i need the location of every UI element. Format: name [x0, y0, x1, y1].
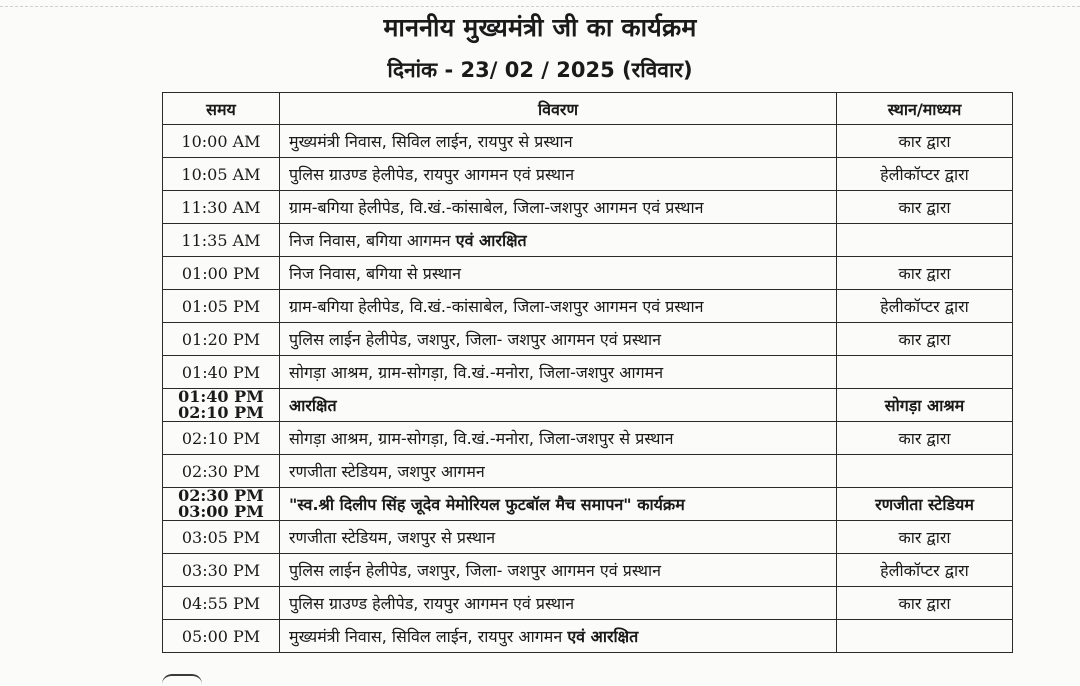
- schedule-description: [280, 158, 837, 191]
- table-row: [163, 620, 1013, 653]
- page-top-edge: [0, 0, 1080, 7]
- description-bold-text: एवं आरक्षित: [455, 231, 527, 250]
- table-row: [163, 587, 1013, 620]
- table-row: [163, 521, 1013, 554]
- time-value: 04:55 PM: [181, 593, 261, 613]
- time-value: 02:10 PM: [181, 428, 261, 448]
- page-bottom-mark: [162, 674, 202, 686]
- schedule-description: [280, 125, 837, 158]
- table-row: [163, 488, 1013, 521]
- description-text: निज निवास, बगिया से प्रस्थान: [289, 264, 461, 283]
- time-value: 01:40 PM: [181, 362, 261, 382]
- table-row: [163, 356, 1013, 389]
- schedule-time: [163, 389, 280, 422]
- schedule-place-mode: [837, 455, 1013, 488]
- schedule-place-mode: रणजीता स्टेडियम: [837, 488, 1013, 521]
- schedule-time: [163, 257, 280, 290]
- schedule-time: [163, 224, 280, 257]
- description-text: ग्राम-बगिया हेलीपेड, वि.खं.-कांसाबेल, जिला-जशपुर आगमन एवं प्रस्थान: [289, 297, 704, 316]
- description-text: सोगड़ा आश्रम, ग्राम-सोगड़ा, वि.खं.-मनोरा, जिला-जशपुर से प्रस्थान: [289, 429, 674, 448]
- schedule-rows: [163, 125, 1013, 653]
- schedule-description: [280, 224, 837, 257]
- time-value: 02:30 PM: [181, 461, 261, 481]
- schedule-description: [280, 521, 837, 554]
- schedule-time: [163, 620, 280, 653]
- schedule-place-mode: हेलीकॉप्टर द्वारा: [837, 290, 1013, 323]
- schedule-time: [163, 356, 280, 389]
- schedule-place-mode: [837, 224, 1013, 257]
- schedule-time: [163, 125, 280, 158]
- schedule-description: [280, 488, 837, 521]
- schedule-place-mode: सोगड़ा आश्रम: [837, 389, 1013, 422]
- description-text: रणजीता स्टेडियम, जशपुर से प्रस्थान: [289, 528, 496, 547]
- schedule-description: [280, 323, 837, 356]
- time-value: 01:20 PM: [181, 329, 261, 349]
- table-row: [163, 224, 1013, 257]
- time-value: 03:30 PM: [181, 560, 261, 580]
- column-header-time: समय: [163, 93, 280, 125]
- time-value: 02:30 PM: [178, 486, 264, 505]
- table-row: [163, 455, 1013, 488]
- page-title: माननीय मुख्यमंत्री जी का कार्यक्रम: [383, 13, 697, 42]
- schedule-description: [280, 554, 837, 587]
- description-text: मुख्यमंत्री निवास, सिविल लाईन, रायपुर आगमन: [289, 627, 568, 646]
- table-row: [163, 191, 1013, 224]
- schedule-place-mode: कार द्वारा: [837, 521, 1013, 554]
- schedule-date: दिनांक - 23/ 02 / 2025 (रविवार): [387, 58, 693, 82]
- schedule-place-mode: [837, 620, 1013, 653]
- description-bold-text: आरक्षित: [289, 396, 337, 415]
- description-text: सोगड़ा आश्रम, ग्राम-सोगड़ा, वि.खं.-मनोरा, जिला-जशपुर आगमन: [289, 363, 664, 382]
- schedule-time: [163, 290, 280, 323]
- schedule-place-mode: कार द्वारा: [837, 323, 1013, 356]
- schedule-time: [163, 422, 280, 455]
- schedule-description: [280, 389, 837, 422]
- time-value: 01:40 PM: [178, 387, 264, 406]
- schedule-table: [162, 92, 1013, 653]
- schedule-place-mode: कार द्वारा: [837, 191, 1013, 224]
- schedule-place-mode: हेलीकॉप्टर द्वारा: [837, 554, 1013, 587]
- column-header-place-mode: स्थान/माध्यम: [837, 93, 1013, 125]
- schedule-time: [163, 191, 280, 224]
- schedule-description: [280, 422, 837, 455]
- schedule-place-mode: हेलीकॉप्टर द्वारा: [837, 158, 1013, 191]
- description-text: पुलिस लाईन हेलीपेड, जशपुर, जिला- जशपुर आगमन एवं प्रस्थान: [289, 561, 661, 580]
- schedule-time: [163, 521, 280, 554]
- table-header-row: [163, 93, 1013, 125]
- table-row: [163, 554, 1013, 587]
- schedule-place-mode: कार द्वारा: [837, 587, 1013, 620]
- schedule-place-mode: कार द्वारा: [837, 257, 1013, 290]
- schedule-description: [280, 455, 837, 488]
- time-value: 11:30 AM: [181, 197, 261, 217]
- schedule-description: [280, 257, 837, 290]
- time-value: 10:00 AM: [181, 131, 261, 151]
- table-row: [163, 323, 1013, 356]
- schedule-place-mode: कार द्वारा: [837, 125, 1013, 158]
- table-row: [163, 389, 1013, 422]
- time-value: 10:05 AM: [181, 164, 261, 184]
- schedule-description: [280, 587, 837, 620]
- table-row: [163, 125, 1013, 158]
- schedule-time: [163, 587, 280, 620]
- schedule-description: [280, 290, 837, 323]
- schedule-time: [163, 488, 280, 521]
- description-text: मुख्यमंत्री निवास, सिविल लाईन, रायपुर से प्रस्थान: [289, 132, 573, 151]
- description-text: पुलिस ग्राउण्ड हेलीपेड, रायपुर आगमन एवं प्रस्थान: [289, 165, 575, 184]
- table-row: [163, 422, 1013, 455]
- description-text: पुलिस लाईन हेलीपेड, जशपुर, जिला- जशपुर आगमन एवं प्रस्थान: [289, 330, 661, 349]
- time-value: 03:05 PM: [181, 527, 261, 547]
- table-row: [163, 158, 1013, 191]
- time-value: 02:10 PM: [178, 403, 264, 422]
- description-text: ग्राम-बगिया हेलीपेड, वि.खं.-कांसाबेल, जिला-जशपुर आगमन एवं प्रस्थान: [289, 198, 704, 217]
- description-text: निज निवास, बगिया आगमन: [289, 231, 456, 250]
- column-header-description: विवरण: [280, 93, 837, 125]
- time-value: 11:35 AM: [181, 230, 261, 250]
- time-value: 01:05 PM: [181, 296, 261, 316]
- schedule-description: [280, 620, 837, 653]
- description-text: रणजीता स्टेडियम, जशपुर आगमन: [289, 462, 485, 481]
- schedule-description: [280, 356, 837, 389]
- time-value: 05:00 PM: [181, 626, 261, 646]
- schedule-place-mode: [837, 356, 1013, 389]
- schedule-time: [163, 323, 280, 356]
- schedule-time: [163, 158, 280, 191]
- schedule-time: [163, 455, 280, 488]
- time-value: 03:00 PM: [178, 502, 264, 521]
- description-bold-text: एवं आरक्षित: [567, 627, 639, 646]
- schedule-description: [280, 191, 837, 224]
- table-row: [163, 290, 1013, 323]
- description-bold-text: "स्व.श्री दिलीप सिंह जूदेव मेमोरियल फुटबॉल मैच समापन" कार्यक्रम: [289, 495, 685, 514]
- schedule-time: [163, 554, 280, 587]
- schedule-place-mode: कार द्वारा: [837, 422, 1013, 455]
- table-row: [163, 257, 1013, 290]
- time-value: 01:00 PM: [181, 263, 261, 283]
- description-text: पुलिस ग्राउण्ड हेलीपेड, रायपुर आगमन एवं प्रस्थान: [289, 594, 575, 613]
